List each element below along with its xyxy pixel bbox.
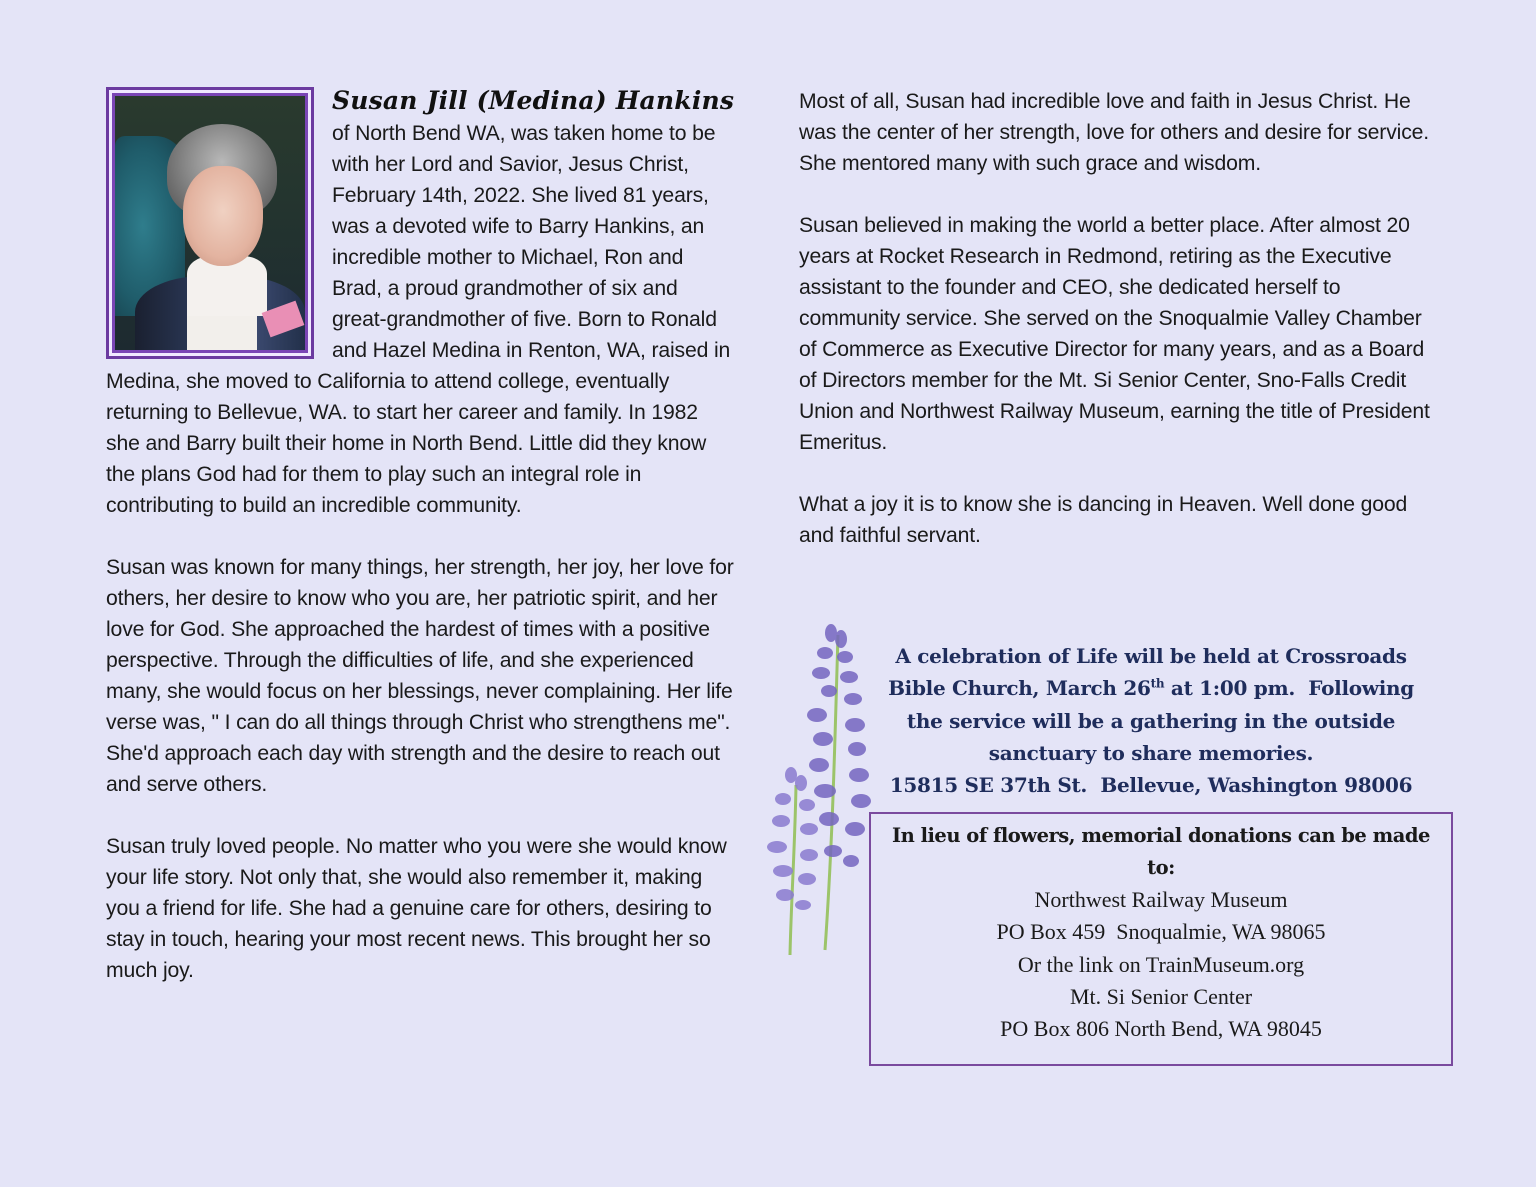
obituary-name: Susan Jill (Medina) Hankins	[332, 86, 735, 115]
celebration-line: A celebration of Life will be held at Crossroads	[895, 644, 1407, 668]
celebration-address: 15815 SE 37th St. Bellevue, Washington 98006	[889, 773, 1413, 798]
donation-info-box	[869, 812, 1453, 1066]
obituary-intro-paragraph: of North Bend WA, was taken home to be with her Lord and Savior, Jesus Christ, February 14th, 2022. She lived 81 years, was a devoted wife to Barry Hankins, an incredible mother to Michael, Ron and Brad, a proud grandmother of six and great-grandmother of five. Born to Ronald and Hazel Medina in Renton, WA, raised in Medina, she moved to California to attend college, eventually returning to Bellevue, WA. to start her career and family. In 1982 she and Barry built their home in North Bend. Little did they know the plans God had for them to play such an integral role in contributing to build an incredible community.	[106, 122, 731, 517]
left-column	[106, 86, 736, 986]
obituary-paragraph-character: Susan was known for many things, her strength, her joy, her love for others, her desire to know who you are, her patriotic spirit, and her love for God. She approached the hardest of times with a positive perspective. Through the difficulties of life, and she experienced many, she would focus on her blessings, never complaining. Her life verse was, " I can do all things through Christ who strengthens me". She'd approach each day with strength and the desire to reach out and serve others.	[106, 556, 734, 796]
obituary-paragraph-people: Susan truly loved people. No matter who you were she would know your life story. Not only that, she would also remember it, making you a friend for life. She had a genuine care for others, desiring to stay in touch, hearing your most recent news. This brought her so much joy.	[106, 835, 727, 982]
donation-line: PO Box 806 North Bend, WA 98045	[1000, 1016, 1322, 1042]
donation-heading: In lieu of flowers, memorial donations can be made to:	[892, 824, 1430, 879]
portrait-photo-frame	[106, 87, 314, 359]
donation-line: Mt. Si Senior Center	[1069, 983, 1253, 1009]
donation-line: Northwest Railway Museum	[1034, 887, 1288, 912]
celebration-line: sanctuary to share memories.	[988, 740, 1314, 765]
donation-link-line: Or the link on TrainMuseum.org	[1017, 951, 1305, 977]
portrait-photo	[112, 93, 308, 353]
right-column	[799, 86, 1439, 551]
celebration-line: the service will be a gathering in the outside	[906, 708, 1396, 733]
donation-line: PO Box 459 Snoqualmie, WA 98065	[996, 919, 1326, 945]
obituary-paragraph-faith: Most of all, Susan had incredible love and faith in Jesus Christ. He was the center of her strength, love for others and desire for service. She mentored many with such grace and wisdom.	[799, 90, 1430, 175]
obituary-paragraph-career: Susan believed in making the world a better place. After almost 20 years at Rocket Research in Redmond, retiring as the Executive assistant to the founder and CEO, she dedicated herself to community service. She served on the Snoqualmie Valley Chamber of Commerce as Executive Director for many years, and as a Board of Directors member for the Mt. Si Senior Center, Sno-Falls Credit Union and Northwest Railway Museum, earning the title of President Emeritus.	[799, 214, 1430, 454]
obituary-paragraph-closing: What a joy it is to know she is dancing in Heaven. Well done good and faithful servant.	[799, 493, 1408, 547]
lavender-flower-icon	[763, 615, 878, 960]
celebration-of-life-notice	[876, 640, 1426, 801]
celebration-line: Bible Church, March 26th at 1:00 pm. Following	[888, 676, 1414, 701]
